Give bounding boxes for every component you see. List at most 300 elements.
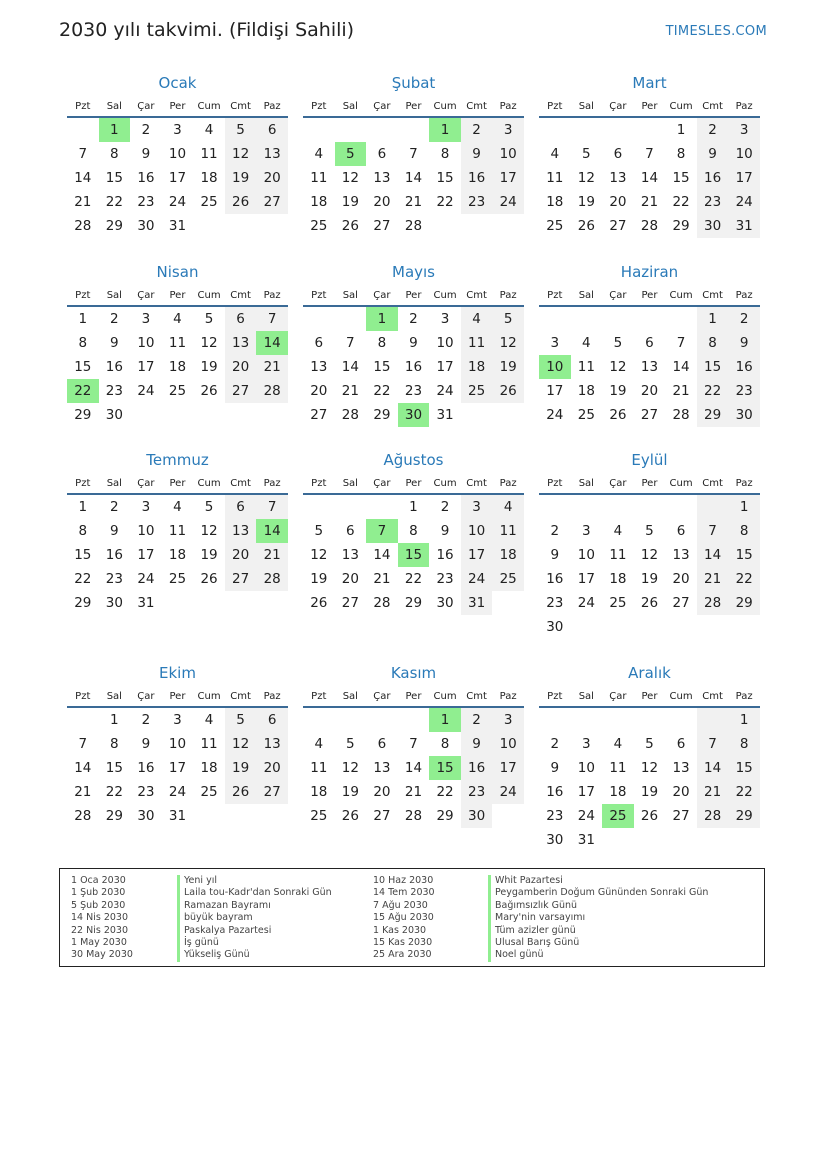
day-cell: 2 (440, 499, 450, 515)
day-cell: 26 (492, 379, 524, 403)
day-cell: 27 (225, 379, 257, 403)
day-cell: 26 (200, 383, 218, 399)
empty-cell (335, 495, 367, 519)
day-grid (539, 708, 760, 852)
empty-cell (67, 118, 99, 142)
weekday-label: Pzt (547, 478, 563, 489)
day-cell: 4 (550, 146, 560, 162)
weekday-header (539, 687, 760, 708)
day-cell: 18 (200, 170, 218, 186)
weekday-header (303, 97, 524, 118)
day-cell: 19 (341, 194, 359, 210)
day-cell: 16 (105, 359, 123, 375)
day-cell: 26 (200, 571, 218, 587)
day-cell: 3 (492, 118, 524, 142)
empty-cell (539, 495, 571, 519)
legend-holiday-name: İş günü (177, 937, 332, 949)
day-cell: 27 (640, 407, 659, 423)
day-cell: 24 (168, 194, 187, 210)
holiday-day: 14 (256, 331, 288, 355)
weekday-label: Paz (263, 290, 281, 301)
day-cell: 31 (168, 808, 187, 824)
day-cell: 7 (256, 307, 288, 331)
day-cell: 3 (492, 708, 524, 732)
empty-cell (366, 708, 398, 732)
month-name: Mayıs (392, 263, 435, 281)
day-cell: 15 (436, 170, 454, 186)
day-grid (67, 118, 288, 238)
day-cell: 2 (409, 311, 418, 327)
day-cell: 6 (645, 335, 654, 351)
day-cell: 18 (200, 760, 218, 776)
day-cell: 12 (200, 335, 218, 351)
day-cell: 27 (609, 218, 627, 234)
day-cell: 23 (137, 194, 155, 210)
day-cell: 24 (577, 595, 595, 611)
day-cell: 24 (492, 780, 524, 804)
day-cell: 2 (550, 523, 560, 539)
weekday-label: Sal (106, 290, 122, 301)
legend-date: 1 May 2030 (71, 936, 127, 948)
empty-cell (335, 708, 367, 732)
day-cell: 10 (461, 519, 493, 543)
weekday-label: Çar (373, 290, 391, 301)
weekday-label: Cmt (230, 101, 251, 112)
weekday-label: Cmt (466, 478, 487, 489)
day-cell: 16 (697, 166, 729, 190)
day-cell: 11 (461, 331, 493, 355)
day-cell: 11 (168, 335, 187, 351)
weekday-label: Cmt (466, 101, 487, 112)
day-cell: 27 (341, 595, 359, 611)
day-cell: 10 (137, 523, 155, 539)
day-cell: 7 (409, 736, 418, 752)
weekday-header (67, 474, 288, 495)
day-cell: 12 (225, 732, 257, 756)
day-cell: 29 (74, 407, 92, 423)
weekday-label: Per (405, 691, 422, 702)
empty-cell (665, 495, 697, 519)
day-cell: 5 (645, 736, 654, 752)
day-cell: 27 (225, 567, 257, 591)
day-cell: 3 (582, 736, 591, 752)
day-cell: 18 (609, 784, 627, 800)
month-8 (303, 449, 524, 615)
weekday-label: Cmt (230, 478, 251, 489)
legend-holiday-name: Yeni yıl (177, 875, 332, 887)
day-cell: 8 (377, 335, 387, 351)
month-10 (67, 662, 288, 828)
holiday-day: 1 (366, 307, 398, 331)
weekday-label: Pzt (311, 691, 327, 702)
day-cell: 22 (728, 567, 760, 591)
day-cell: 17 (546, 383, 564, 399)
weekday-header (67, 687, 288, 708)
legend-names-col2 (488, 875, 708, 962)
weekday-label: Pzt (311, 478, 327, 489)
day-cell: 25 (461, 379, 493, 403)
day-cell: 19 (200, 359, 218, 375)
day-cell: 16 (137, 760, 155, 776)
day-cell: 7 (409, 146, 418, 162)
day-cell: 27 (672, 808, 690, 824)
day-cell: 2 (141, 712, 151, 728)
day-cell: 23 (436, 571, 454, 587)
day-cell: 19 (310, 571, 328, 587)
day-cell: 17 (577, 784, 595, 800)
month-name: Ocak (158, 74, 197, 92)
day-cell: 11 (577, 359, 595, 375)
day-cell: 6 (225, 495, 257, 519)
day-cell: 20 (373, 784, 391, 800)
legend-holiday-name: büyük bayram (177, 912, 332, 924)
day-cell: 2 (110, 499, 119, 515)
day-cell: 25 (492, 567, 524, 591)
day-cell: 5 (225, 708, 257, 732)
day-cell: 24 (436, 383, 454, 399)
day-cell: 14 (373, 547, 391, 563)
day-cell: 20 (225, 543, 257, 567)
day-cell: 21 (672, 383, 690, 399)
day-cell: 28 (74, 808, 92, 824)
weekday-label: Pzt (75, 691, 91, 702)
day-cell: 20 (310, 383, 328, 399)
holiday-day: 1 (429, 118, 461, 142)
day-cell: 30 (137, 218, 155, 234)
weekday-header (67, 97, 288, 118)
weekday-label: Per (641, 478, 658, 489)
day-cell: 17 (577, 571, 595, 587)
empty-cell (303, 307, 335, 331)
day-cell: 25 (200, 194, 218, 210)
holiday-day: 15 (429, 756, 461, 780)
day-cell: 14 (74, 760, 92, 776)
weekday-label: Paz (735, 290, 753, 301)
weekday-header (303, 474, 524, 495)
weekday-label: Çar (373, 478, 391, 489)
day-cell: 24 (137, 571, 155, 587)
day-cell: 5 (645, 523, 654, 539)
day-cell: 3 (461, 495, 493, 519)
day-cell: 4 (314, 736, 324, 752)
day-cell: 20 (256, 756, 288, 780)
weekday-label: Cum (669, 101, 693, 112)
legend-date: 1 Şub 2030 (71, 887, 126, 899)
day-cell: 23 (105, 383, 123, 399)
day-cell: 25 (310, 808, 328, 824)
day-cell: 9 (550, 547, 560, 563)
weekday-label: Paz (499, 290, 517, 301)
day-cell: 11 (546, 170, 564, 186)
day-cell: 6 (613, 146, 623, 162)
day-cell: 20 (609, 194, 627, 210)
day-cell: 23 (728, 379, 760, 403)
empty-cell (303, 118, 335, 142)
day-cell: 31 (168, 218, 187, 234)
day-cell: 27 (672, 595, 690, 611)
day-cell: 9 (141, 146, 151, 162)
day-cell: 4 (173, 499, 182, 515)
day-cell: 26 (341, 218, 359, 234)
legend-date: 15 Ağu 2030 (373, 912, 434, 924)
weekday-label: Cmt (702, 290, 723, 301)
day-cell: 29 (74, 595, 92, 611)
weekday-label: Pzt (547, 290, 563, 301)
day-cell: 9 (697, 142, 729, 166)
brand-link[interactable]: TIMESLES.COM (665, 24, 767, 39)
day-cell: 26 (640, 595, 659, 611)
weekday-label: Sal (106, 101, 122, 112)
empty-cell (634, 495, 666, 519)
day-cell: 30 (105, 595, 123, 611)
day-grid (303, 307, 524, 427)
day-grid (67, 307, 288, 427)
legend-date: 1 Oca 2030 (71, 875, 126, 886)
month-3 (539, 72, 760, 238)
day-cell: 25 (310, 218, 328, 234)
weekday-label: Cmt (702, 691, 723, 702)
day-cell: 5 (582, 146, 591, 162)
empty-cell (539, 118, 571, 142)
day-cell: 10 (577, 760, 595, 776)
day-cell: 26 (577, 218, 595, 234)
day-cell: 29 (697, 403, 729, 427)
day-cell: 12 (200, 523, 218, 539)
day-cell: 5 (492, 307, 524, 331)
day-cell: 28 (341, 407, 359, 423)
day-cell: 25 (168, 571, 187, 587)
day-cell: 16 (436, 547, 454, 563)
weekday-label: Sal (578, 101, 594, 112)
day-cell: 31 (728, 214, 760, 238)
month-7 (67, 449, 288, 615)
day-cell: 15 (728, 543, 760, 567)
day-cell: 29 (105, 218, 123, 234)
empty-cell (398, 708, 430, 732)
empty-cell (335, 307, 367, 331)
day-cell: 26 (341, 808, 359, 824)
weekday-label: Sal (106, 478, 122, 489)
day-cell: 11 (200, 146, 218, 162)
weekday-label: Per (641, 691, 658, 702)
weekday-label: Paz (263, 691, 281, 702)
legend-dates-col2 (373, 875, 435, 962)
day-cell: 23 (105, 571, 123, 587)
day-cell: 12 (310, 547, 328, 563)
empty-cell (366, 495, 398, 519)
day-cell: 22 (697, 379, 729, 403)
day-cell: 20 (225, 355, 257, 379)
month-5 (303, 261, 524, 427)
day-cell: 13 (373, 760, 391, 776)
day-cell: 23 (697, 190, 729, 214)
legend-holiday-name: Paskalya Pazartesi (177, 925, 332, 937)
day-cell: 7 (78, 146, 88, 162)
day-cell: 28 (373, 595, 391, 611)
day-cell: 1 (110, 712, 119, 728)
weekday-label: Cum (197, 290, 221, 301)
day-cell: 21 (74, 784, 92, 800)
day-cell: 20 (672, 571, 690, 587)
day-cell: 1 (78, 311, 88, 327)
weekday-label: Çar (609, 101, 627, 112)
day-cell: 1 (78, 499, 88, 515)
day-cell: 5 (204, 311, 214, 327)
day-cell: 3 (173, 122, 182, 138)
day-cell: 14 (74, 170, 92, 186)
holiday-day: 10 (539, 355, 571, 379)
day-cell: 11 (310, 170, 328, 186)
month-12 (539, 662, 760, 852)
weekday-label: Çar (609, 691, 627, 702)
legend-holiday-name: Whit Pazartesi (488, 875, 708, 887)
weekday-label: Çar (609, 290, 627, 301)
day-cell: 4 (314, 146, 324, 162)
day-cell: 18 (310, 784, 328, 800)
day-cell: 9 (550, 760, 560, 776)
month-4 (67, 261, 288, 427)
day-cell: 28 (256, 379, 288, 403)
day-cell: 29 (436, 808, 454, 824)
day-cell: 30 (105, 407, 123, 423)
empty-cell (602, 495, 634, 519)
day-cell: 13 (640, 359, 659, 375)
weekday-label: Pzt (547, 691, 563, 702)
day-cell: 13 (609, 170, 627, 186)
day-cell: 12 (225, 142, 257, 166)
day-cell: 21 (697, 780, 729, 804)
day-cell: 3 (141, 499, 151, 515)
day-cell: 4 (204, 122, 214, 138)
day-cell: 4 (492, 495, 524, 519)
day-cell: 25 (609, 595, 627, 611)
empty-cell (602, 708, 634, 732)
month-name: Haziran (620, 263, 679, 281)
day-cell: 9 (110, 523, 119, 539)
holiday-legend (59, 868, 765, 967)
day-cell: 25 (168, 383, 187, 399)
day-cell: 30 (436, 595, 454, 611)
weekday-header (539, 97, 760, 118)
day-cell: 12 (577, 170, 595, 186)
holiday-day: 14 (256, 519, 288, 543)
weekday-label: Per (405, 290, 422, 301)
weekday-label: Cum (433, 478, 457, 489)
day-cell: 23 (546, 808, 564, 824)
day-cell: 15 (728, 756, 760, 780)
day-cell: 4 (461, 307, 493, 331)
day-cell: 14 (672, 359, 690, 375)
day-cell: 21 (256, 355, 288, 379)
weekday-label: Çar (137, 478, 155, 489)
day-cell: 18 (168, 359, 187, 375)
day-cell: 22 (74, 571, 92, 587)
day-cell: 17 (492, 166, 524, 190)
day-cell: 4 (173, 311, 182, 327)
day-cell: 3 (550, 335, 560, 351)
day-cell: 26 (609, 407, 627, 423)
day-cell: 15 (672, 170, 690, 186)
weekday-label: Cum (197, 478, 221, 489)
weekday-label: Cum (197, 101, 221, 112)
day-cell: 8 (78, 335, 88, 351)
day-cell: 19 (225, 756, 257, 780)
day-cell: 6 (314, 335, 324, 351)
empty-cell (67, 708, 99, 732)
legend-date: 30 May 2030 (71, 949, 133, 961)
day-cell: 14 (640, 170, 659, 186)
empty-cell (602, 118, 634, 142)
day-cell: 13 (225, 331, 257, 355)
day-cell: 9 (461, 732, 493, 756)
day-cell: 1 (728, 495, 760, 519)
holiday-day: 15 (398, 543, 430, 567)
day-cell: 7 (697, 732, 729, 756)
day-cell: 3 (440, 311, 450, 327)
day-cell: 5 (613, 335, 623, 351)
day-cell: 29 (105, 808, 123, 824)
day-cell: 31 (461, 591, 493, 615)
day-cell: 5 (346, 736, 355, 752)
day-cell: 23 (137, 784, 155, 800)
day-cell: 16 (546, 571, 564, 587)
legend-date: 10 Haz 2030 (373, 875, 434, 886)
month-name: Eylül (631, 451, 668, 469)
legend-holiday-name: Mary'nin varsayımı (488, 912, 708, 924)
day-cell: 27 (256, 780, 288, 804)
weekday-label: Cum (433, 101, 457, 112)
day-cell: 9 (141, 736, 151, 752)
legend-holiday-name: Ramazan Bayramı (177, 900, 332, 912)
day-cell: 28 (74, 218, 92, 234)
day-cell: 27 (373, 808, 391, 824)
legend-holiday-name: Laila tou-Kadr'dan Sonraki Gün (177, 887, 332, 899)
page-title: 2030 yılı takvimi. (Fildişi Sahili) (59, 19, 355, 41)
day-cell: 21 (640, 194, 659, 210)
day-cell: 17 (461, 543, 493, 567)
day-cell: 22 (672, 194, 690, 210)
day-cell: 4 (582, 335, 591, 351)
day-cell: 16 (546, 784, 564, 800)
day-grid (303, 708, 524, 828)
day-cell: 23 (546, 595, 564, 611)
day-cell: 24 (546, 407, 564, 423)
weekday-label: Sal (342, 101, 358, 112)
day-cell: 14 (697, 756, 729, 780)
day-cell: 22 (105, 194, 123, 210)
day-cell: 18 (310, 194, 328, 210)
empty-cell (634, 307, 666, 331)
day-cell: 21 (341, 383, 359, 399)
legend-date: 5 Şub 2030 (71, 899, 126, 911)
day-cell: 2 (461, 708, 493, 732)
day-cell: 17 (436, 359, 454, 375)
day-cell: 6 (377, 146, 387, 162)
weekday-label: Paz (499, 691, 517, 702)
day-cell: 11 (168, 523, 187, 539)
day-cell: 15 (74, 547, 92, 563)
day-cell: 8 (728, 519, 760, 543)
day-cell: 28 (404, 808, 423, 824)
weekday-label: Per (405, 478, 422, 489)
day-cell: 31 (436, 407, 454, 423)
day-cell: 2 (728, 307, 760, 331)
weekday-label: Paz (499, 478, 517, 489)
month-2 (303, 72, 524, 238)
legend-date: 1 Kas 2030 (373, 924, 427, 936)
day-cell: 30 (728, 403, 760, 427)
day-cell: 30 (137, 808, 155, 824)
